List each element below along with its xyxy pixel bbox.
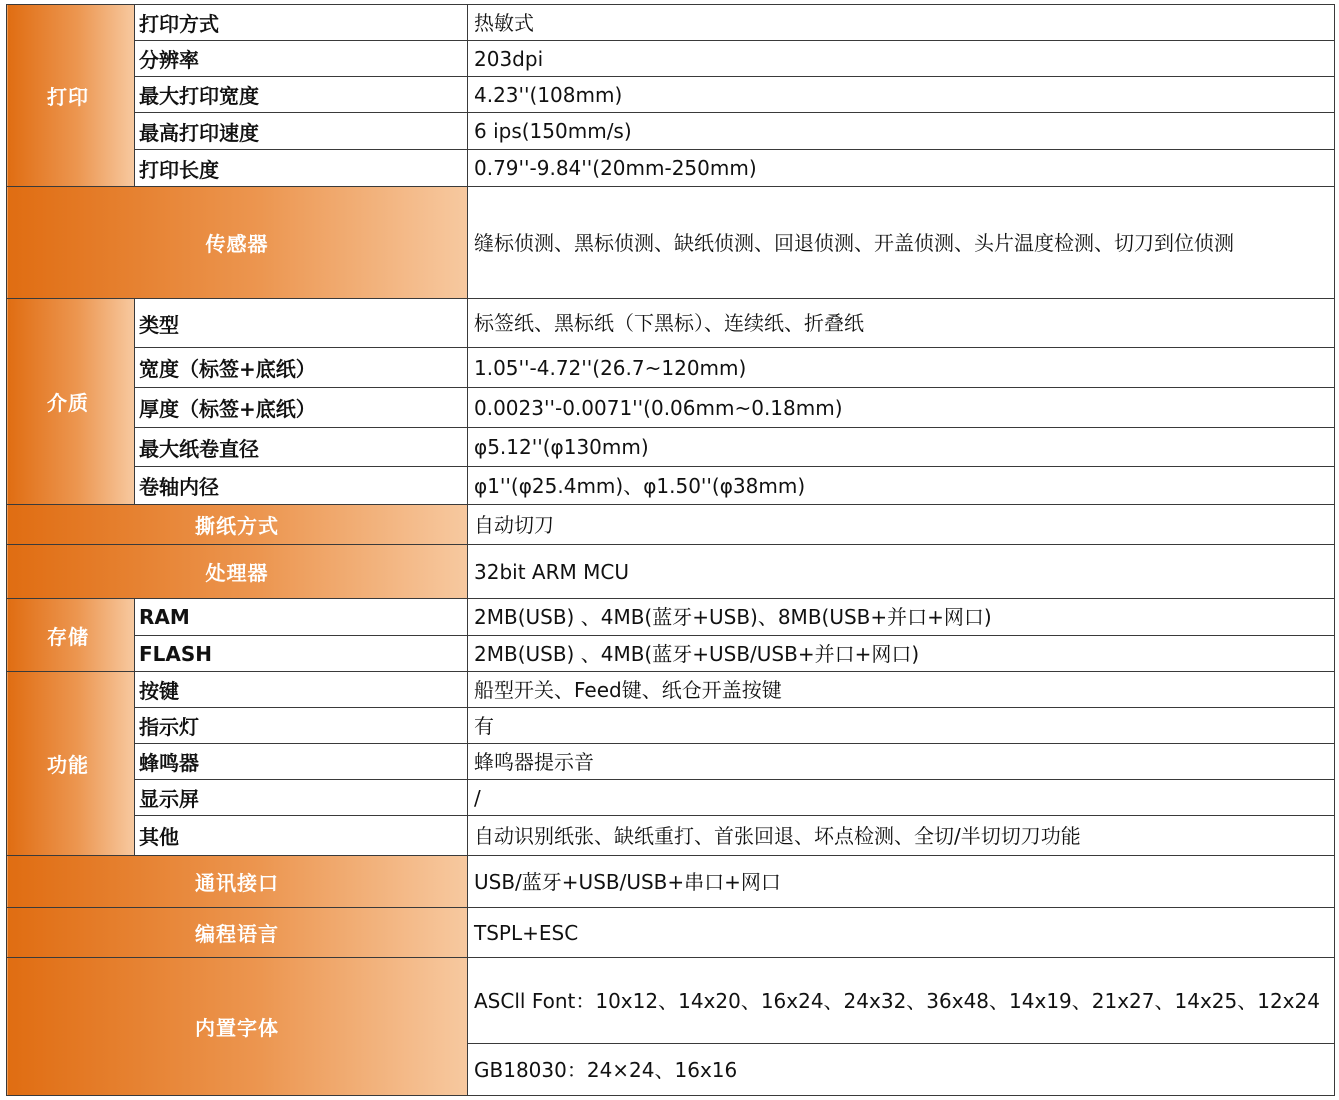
spec-name: RAM xyxy=(135,599,468,636)
spec-value: 标签纸、黑标纸（下黑标）、连续纸、折叠纸 xyxy=(468,299,1335,348)
spec-row xyxy=(7,780,1335,816)
spec-value: GB18030：24×24、16x16 xyxy=(468,1044,1335,1096)
spec-row xyxy=(7,545,1335,599)
spec-value: ASCll Font：10x12、14x20、16x24、24x32、36x48、14x19、21x27、14x25、12x24 xyxy=(468,958,1335,1044)
spec-row xyxy=(7,77,1335,113)
spec-value: 0.0023''-0.0071''(0.06mm~0.18mm) xyxy=(468,388,1335,428)
spec-row xyxy=(7,636,1335,672)
spec-name: 最大打印宽度 xyxy=(135,77,468,113)
spec-row xyxy=(7,908,1335,958)
spec-row xyxy=(7,5,1335,41)
spec-name: 最大纸卷直径 xyxy=(135,428,468,467)
spec-name: 宽度（标签+底纸） xyxy=(135,348,468,388)
category-sensor: 传感器 xyxy=(7,187,468,299)
category-interface: 通讯接口 xyxy=(7,856,468,908)
spec-value: φ1''(φ25.4mm)、φ1.50''(φ38mm) xyxy=(468,467,1335,505)
spec-row xyxy=(7,299,1335,348)
spec-row xyxy=(7,856,1335,908)
spec-value: 203dpi xyxy=(468,41,1335,77)
spec-name: 分辨率 xyxy=(135,41,468,77)
spec-value: USB/蓝牙+USB/USB+串口+网口 xyxy=(468,856,1335,908)
spec-name: 其他 xyxy=(135,816,468,856)
spec-value: TSPL+ESC xyxy=(468,908,1335,958)
spec-row xyxy=(7,505,1335,545)
spec-value: 缝标侦测、黑标侦测、缺纸侦测、回退侦测、开盖侦测、头片温度检测、切刀到位侦测 xyxy=(468,187,1335,299)
spec-value: 有 xyxy=(468,708,1335,744)
spec-table xyxy=(6,4,1335,1096)
spec-row xyxy=(7,388,1335,428)
spec-row xyxy=(7,348,1335,388)
spec-row xyxy=(7,816,1335,856)
spec-value: 2MB(USB) 、4MB(蓝牙+USB)、8MB(USB+并口+网口) xyxy=(468,599,1335,636)
category-print: 打印 xyxy=(7,5,135,187)
spec-value: 热敏式 xyxy=(468,5,1335,41)
spec-value: 1.05''-4.72''(26.7~120mm) xyxy=(468,348,1335,388)
spec-value: / xyxy=(468,780,1335,816)
spec-row xyxy=(7,113,1335,150)
spec-value: 自动识别纸张、缺纸重打、首张回退、坏点检测、全切/半切切刀功能 xyxy=(468,816,1335,856)
spec-value: 蜂鸣器提示音 xyxy=(468,744,1335,780)
spec-value: 4.23''(108mm) xyxy=(468,77,1335,113)
category-function: 功能 xyxy=(7,672,135,856)
spec-row xyxy=(7,467,1335,505)
spec-row xyxy=(7,708,1335,744)
spec-row xyxy=(7,599,1335,636)
spec-name: 打印方式 xyxy=(135,5,468,41)
spec-value: 6 ips(150mm/s) xyxy=(468,113,1335,150)
category-storage: 存储 xyxy=(7,599,135,672)
spec-row xyxy=(7,958,1335,1044)
spec-name: 蜂鸣器 xyxy=(135,744,468,780)
category-language: 编程语言 xyxy=(7,908,468,958)
spec-row xyxy=(7,428,1335,467)
spec-value: 船型开关、Feed键、纸仓开盖按键 xyxy=(468,672,1335,708)
spec-name: 卷轴内径 xyxy=(135,467,468,505)
spec-value: 32bit ARM MCU xyxy=(468,545,1335,599)
spec-row xyxy=(7,672,1335,708)
spec-name: 厚度（标签+底纸） xyxy=(135,388,468,428)
spec-value: 2MB(USB) 、4MB(蓝牙+USB/USB+并口+网口) xyxy=(468,636,1335,672)
category-media: 介质 xyxy=(7,299,135,505)
spec-value: 0.79''-9.84''(20mm-250mm) xyxy=(468,150,1335,187)
spec-row xyxy=(7,744,1335,780)
spec-name: 按键 xyxy=(135,672,468,708)
category-fonts: 内置字体 xyxy=(7,958,468,1096)
spec-name: 显示屏 xyxy=(135,780,468,816)
spec-row xyxy=(7,150,1335,187)
spec-row xyxy=(7,41,1335,77)
spec-name: 类型 xyxy=(135,299,468,348)
spec-name: 最高打印速度 xyxy=(135,113,468,150)
spec-value: φ5.12''(φ130mm) xyxy=(468,428,1335,467)
spec-row xyxy=(7,187,1335,299)
spec-name: 打印长度 xyxy=(135,150,468,187)
spec-name: FLASH xyxy=(135,636,468,672)
spec-value: 自动切刀 xyxy=(468,505,1335,545)
spec-name: 指示灯 xyxy=(135,708,468,744)
category-processor: 处理器 xyxy=(7,545,468,599)
category-tear: 撕纸方式 xyxy=(7,505,468,545)
